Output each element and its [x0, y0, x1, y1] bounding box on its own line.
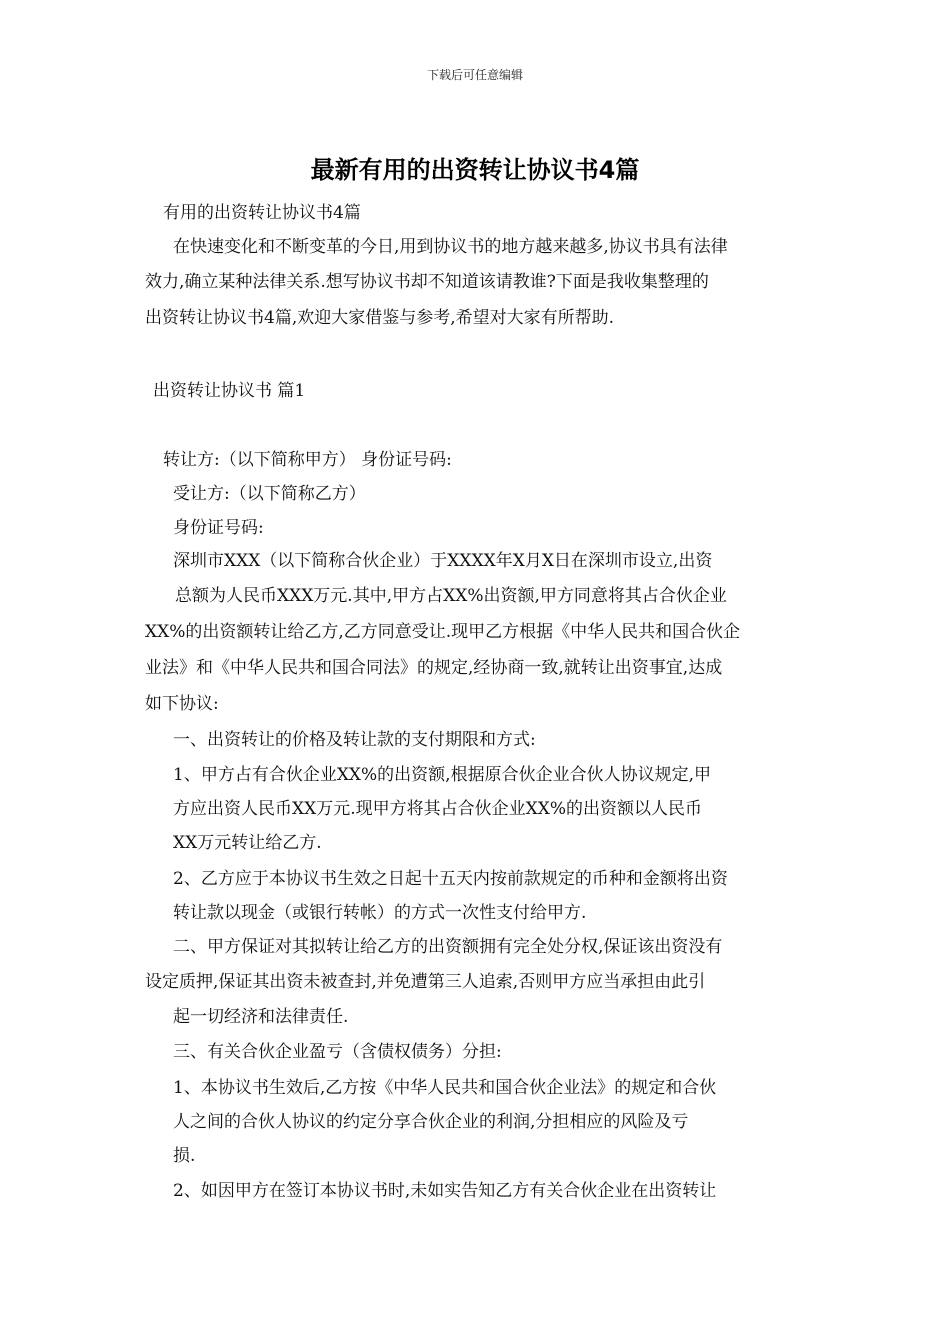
clause-line: 转让款以现金（或银行转帐）的方式一次性支付给甲方.	[173, 903, 587, 923]
subtitle-line: 有用的出资转让协议书4篇	[163, 203, 361, 223]
section-heading-1: 出资转让协议书 篇1	[153, 381, 306, 401]
intro-line-1: 在快速变化和不断变革的今日,用到协议书的地方越来越多,协议书具有法律	[173, 237, 728, 257]
clause-heading-2: 二、甲方保证对其拟转让给乙方的出资额拥有完全处分权,保证该出资没有	[173, 937, 723, 957]
clause-line: 2、如因甲方在签订本协议书时,未如实告知乙方有关合伙企业在出资转让	[173, 1181, 717, 1201]
clause-line: 人之间的合伙人协议的约定分享合伙企业的利润,分担相应的风险及亏	[173, 1112, 689, 1132]
transferee-line: 受让方:（以下简称乙方）	[173, 484, 366, 504]
body-line: XX%的出资额转让给乙方,乙方同意受让.现甲乙方根据《中华人民共和国合伙企	[145, 622, 741, 642]
clause-heading-1: 一、出资转让的价格及转让款的支付期限和方式:	[173, 730, 536, 750]
clause-line: 设定质押,保证其出资未被查封,并免遭第三人追索,否则甲方应当承担由此引	[145, 972, 706, 992]
clause-line: 1、甲方占有合伙企业XX%的出资额,根据原合伙企业合伙人协议规定,甲	[173, 765, 711, 785]
intro-line-3: 出资转让协议书4篇,欢迎大家借鉴与参考,希望对大家有所帮助.	[145, 308, 615, 328]
body-line: 深圳市XXX（以下简称合伙企业）于XXXX年X月X日在深圳市设立,出资	[173, 551, 713, 571]
clause-line: 2、乙方应于本协议书生效之日起十五天内按前款规定的币种和金额将出资	[173, 869, 728, 889]
clause-line: 1、本协议书生效后,乙方按《中华人民共和国合伙企业法》的规定和合伙	[173, 1078, 717, 1098]
id-number-line: 身份证号码:	[173, 518, 264, 538]
intro-line-2: 效力,确立某种法律关系.想写协议书却不知道该请教谁?下面是我收集整理的	[145, 272, 709, 292]
clause-heading-3: 三、有关合伙企业盈亏（含债权债务）分担:	[173, 1042, 502, 1062]
transferor-line: 转让方:（以下简称甲方） 身份证号码:	[163, 450, 452, 470]
body-line: 业法》和《中华人民共和国合同法》的规定,经协商一致,就转让出资事宜,达成	[145, 658, 723, 678]
clause-line: 损.	[173, 1146, 196, 1166]
body-line: 如下协议:	[145, 694, 219, 714]
document-title: 最新有用的出资转让协议书4篇	[310, 156, 640, 184]
body-line: 总额为人民币XXX万元.其中,甲方占XX%出资额,甲方同意将其占合伙企业	[175, 586, 727, 606]
clause-line: 方应出资人民币XX万元.现甲方将其占合伙企业XX%的出资额以人民币	[173, 799, 702, 819]
clause-line: 起一切经济和法律责任.	[173, 1007, 349, 1027]
clause-line: XX万元转让给乙方.	[173, 833, 322, 853]
page-header-note: 下载后可任意编辑	[426, 68, 523, 82]
